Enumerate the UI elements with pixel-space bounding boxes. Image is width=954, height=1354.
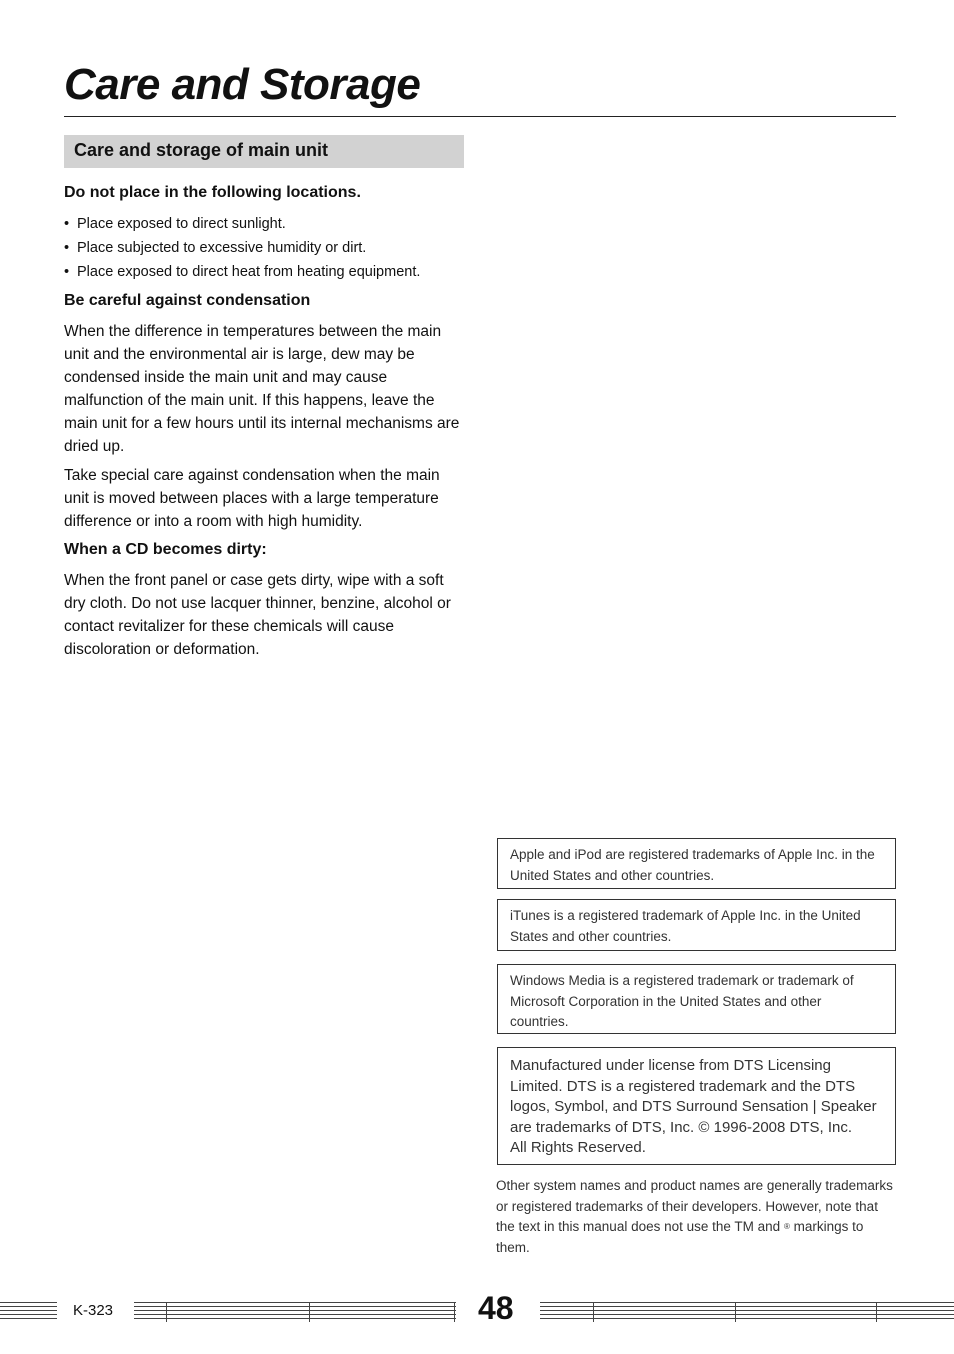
list-item-text: Place exposed to direct heat from heating equipment. xyxy=(77,264,421,280)
dts-rights-text: All Rights Reserved. xyxy=(510,1139,646,1156)
other-trademarks-text-end: markings to them. xyxy=(496,1219,864,1255)
cd-dirty-paragraph: When the front panel or case gets dirty, wipe with a soft dry cloth. Do not use lacquer thinner, benzine, alcohol or contact revitalizer for these chemicals will cause discoloration or deformation. xyxy=(64,572,451,658)
itunes-trademark-notice: iTunes is a registered trademark of Apple Inc. in the United States and other countries. xyxy=(497,899,896,951)
dts-license-notice xyxy=(497,1047,896,1165)
model-number: K-323 xyxy=(73,1302,114,1319)
list-item xyxy=(64,236,464,260)
condensation-paragraph: When the difference in temperatures between the main unit and the environmental air is large, dew may be condensed inside the main unit and may cause malfunction of the main unit. If this happens, leave the main unit for a few hours until its internal mechanisms are dried up. xyxy=(64,323,460,455)
windows-media-trademark-notice: Windows Media is a registered trademark or trademark of Microsoft Corporation in the United States and other countries. xyxy=(497,964,896,1034)
footer-rule-left xyxy=(0,1302,57,1322)
condensation-heading: Be careful against condensation xyxy=(64,292,311,309)
other-trademarks-note xyxy=(496,1176,898,1258)
list-item-text: Place exposed to direct sunlight. xyxy=(77,216,286,232)
page-title: Care and Storage xyxy=(64,60,421,109)
apple-trademark-notice: Apple and iPod are registered trademarks of Apple Inc. in the United States and other countries. xyxy=(497,838,896,889)
footer-rule-right xyxy=(540,1302,954,1322)
care-content xyxy=(64,182,464,667)
condensation-paragraph: Take special care against condensation when the main unit is moved between places with a large temperature difference or into a room with high humidity. xyxy=(64,467,440,530)
locations-list xyxy=(64,212,464,284)
bullet-icon: • xyxy=(64,216,70,232)
list-item xyxy=(64,260,464,284)
list-item-text: Place subjected to excessive humidity or dirt. xyxy=(77,240,367,256)
bullet-icon: • xyxy=(64,264,70,280)
section-title: Care and storage of main unit xyxy=(64,135,464,168)
title-divider xyxy=(64,116,896,117)
dts-license-text: Manufactured under license from DTS Licensing Limited. DTS is a registered trademark and the DTS logos, Symbol, and DTS Surround Sensation | Speaker are trademarks of DTS, Inc. © 1996-2008 DTS, Inc. xyxy=(510,1057,877,1136)
bullet-icon: • xyxy=(64,240,70,256)
footer-rule-middle xyxy=(134,1302,456,1322)
list-item xyxy=(64,212,464,236)
other-trademarks-text: Other system names and product names are generally trademarks or registered trademarks of their developers. However, note that the text in this manual does not use the TM and xyxy=(496,1178,893,1234)
registered-mark: ® xyxy=(783,1222,790,1232)
cd-dirty-heading: When a CD becomes dirty: xyxy=(64,541,267,558)
locations-heading: Do not place in the following locations. xyxy=(64,184,361,201)
page-number: 48 xyxy=(478,1290,514,1326)
